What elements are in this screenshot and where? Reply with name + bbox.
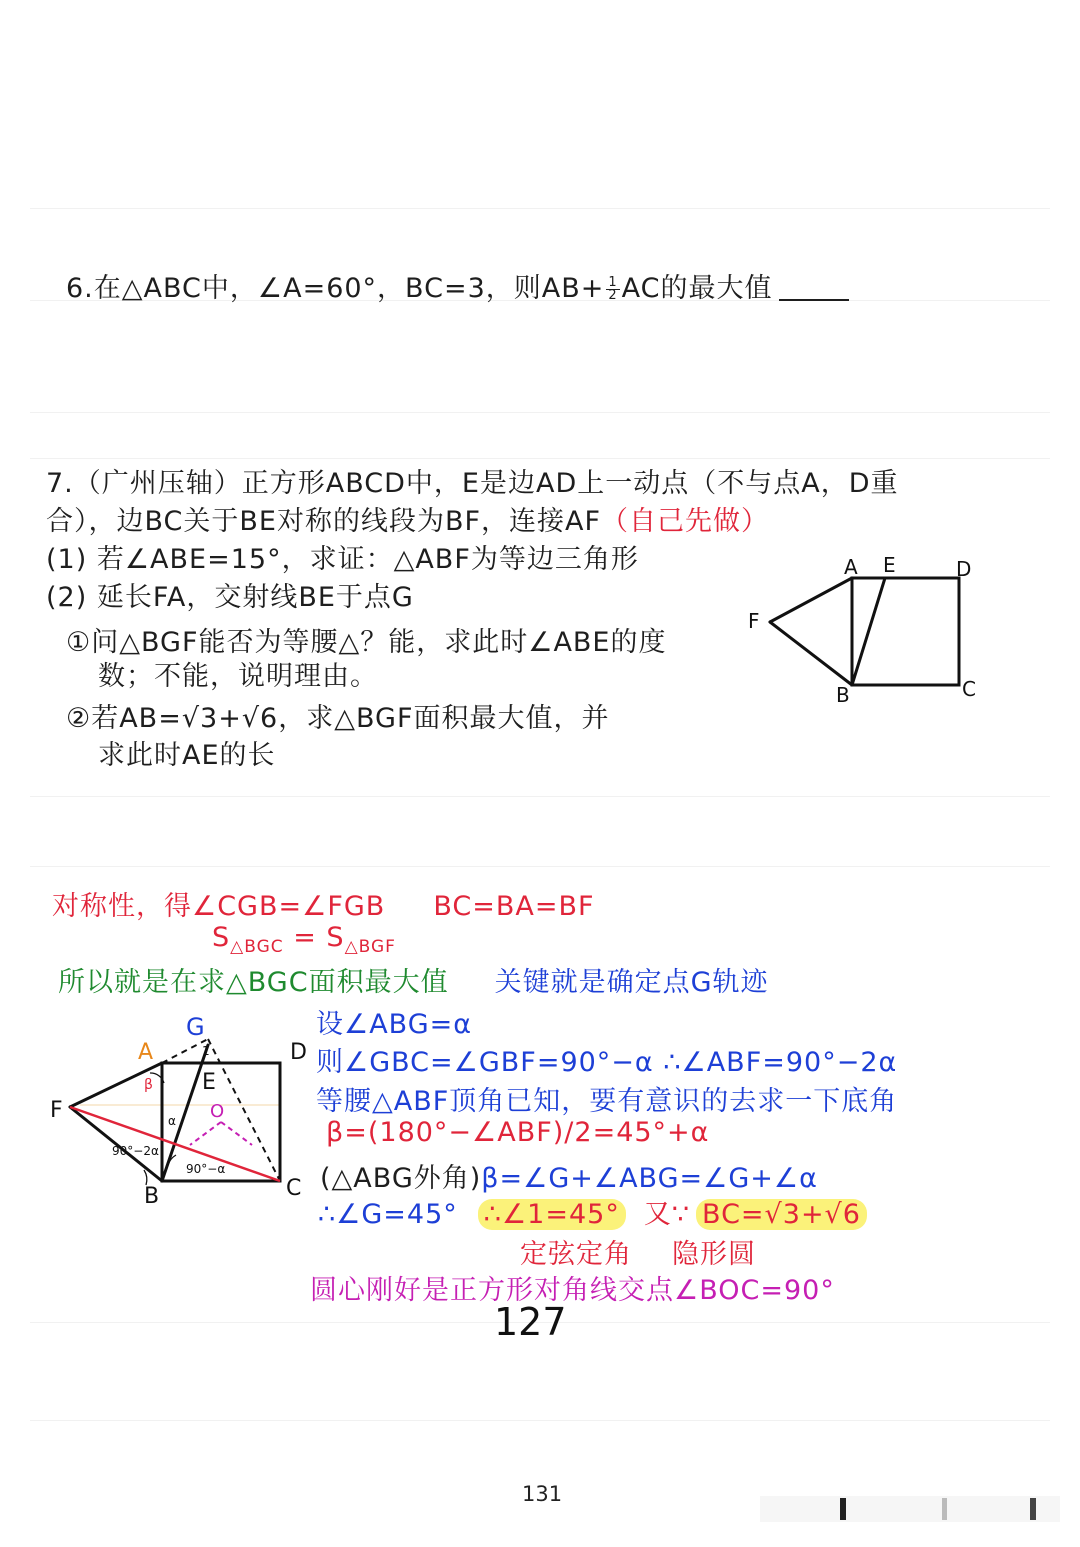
fig2-label-d: D (290, 1040, 307, 1065)
watermark (760, 1490, 1060, 1528)
note-isosceles: 等腰△ABF顶角已知，要有意识的去求一下底角 (316, 1086, 898, 1117)
fig2-label-f: F (50, 1098, 63, 1123)
q7-sub2-a: ②若AB=√3+√6，求△BGF面积最大值，并 (66, 703, 610, 734)
q7-line2-main: 合），边BC关于BE对称的线段为BF，连接AF (46, 506, 602, 537)
fig1-label-d: D (956, 557, 972, 581)
fig2-label-o: O (210, 1101, 225, 1122)
fig2-angle-label-1: 90°−2α (112, 1144, 159, 1158)
q6-text-after: AC的最大值 (621, 273, 773, 304)
note-angle-1: ∴∠1=45° (478, 1199, 626, 1230)
fig1-label-f: F (748, 609, 760, 633)
fig1-label-e: E (883, 553, 896, 577)
q7-sub1-b: 数；不能，说明理由。 (98, 661, 378, 692)
note-angle-g: ∴∠G=45° (318, 1199, 458, 1230)
note-goal-green: 所以就是在求△BGC面积最大值 (58, 967, 449, 998)
fig2-label-b: B (144, 1184, 160, 1209)
fig2-angle-label-2: 90°−α (186, 1162, 226, 1176)
fig2-label-c: C (286, 1176, 302, 1201)
fig2-label-g: G (186, 1013, 205, 1041)
figure-square-abcd (740, 550, 990, 710)
question-6 (66, 266, 849, 305)
fig1-label-a: A (844, 555, 858, 579)
note-also: 又∵ (643, 1199, 691, 1230)
note-set-alpha: 设∠ABG=α (316, 1009, 473, 1040)
handwritten-page-number: 127 (494, 1300, 567, 1344)
note-goal (58, 960, 769, 999)
q6-answer-blank (779, 297, 849, 301)
segment-fb (770, 622, 852, 685)
fig2-label-beta: β (144, 1077, 153, 1093)
note-bc-value: BC=√3+√6 (696, 1199, 867, 1230)
q7-sub1-a: ①问△BGF能否为等腰△？能，求此时∠ABE的度 (66, 627, 667, 658)
q7-sub2-b: 求此时AE的长 (98, 740, 276, 771)
segment-fa (770, 578, 852, 622)
segment-be (852, 578, 885, 685)
note-goal-blue: 关键就是确定点G轨迹 (494, 967, 769, 998)
fig1-label-c: C (962, 677, 976, 701)
note-symmetry-b: BC=BA=BF (433, 891, 595, 922)
fig2-label-one: 1 (202, 1044, 210, 1058)
q7-line2-note: （自己先做） (601, 506, 770, 537)
note-center: 圆心刚好是正方形对角线交点∠BOC=90° (310, 1275, 835, 1306)
segment-bg (162, 1045, 208, 1181)
note-result (318, 1192, 867, 1231)
q6-fraction: $\frac{1}{2}$ (608, 275, 618, 303)
note-locus-b: 隐形圆 (672, 1239, 756, 1270)
note-symmetry (52, 884, 595, 923)
fig2-label-a: A (138, 1040, 154, 1065)
note-locus (520, 1232, 756, 1271)
figure-solution (40, 1005, 320, 1215)
note-locus-a: 定弦定角 (520, 1239, 632, 1270)
note-angles: 则∠GBC=∠GBF=90°−α ∴∠ABF=90°−2α (316, 1047, 898, 1078)
note-beta: β=(180°−∠ABF)/2=45°+α (326, 1117, 710, 1148)
note-area-equal: $S_{\triangle BGC} = S_{\triangle BGF}$ (212, 922, 396, 957)
fig2-label-alpha: α (168, 1114, 176, 1128)
q7-line2 (46, 499, 769, 538)
q7-part1: (1) 若∠ABE=15°，求证：△ABF为等边三角形 (46, 544, 639, 575)
q6-text-before: 6.在△ABC中，∠A=60°，BC=3，则AB+ (66, 273, 605, 304)
note-symmetry-a: 对称性，得∠CGB=∠FGB (52, 891, 386, 922)
page-number: 131 (522, 1482, 563, 1506)
q7-part2: (2) 延长FA，交射线BE于点G (46, 582, 414, 613)
fig1-label-b: B (836, 683, 850, 707)
q7-line1: 7.（广州压轴）正方形ABCD中，E是边AD上一动点（不与点A，D重 (46, 468, 899, 499)
fig2-label-e: E (202, 1070, 216, 1095)
note-exterior: (△ABG外角)β=∠G+∠ABG=∠G+∠α (320, 1163, 818, 1194)
